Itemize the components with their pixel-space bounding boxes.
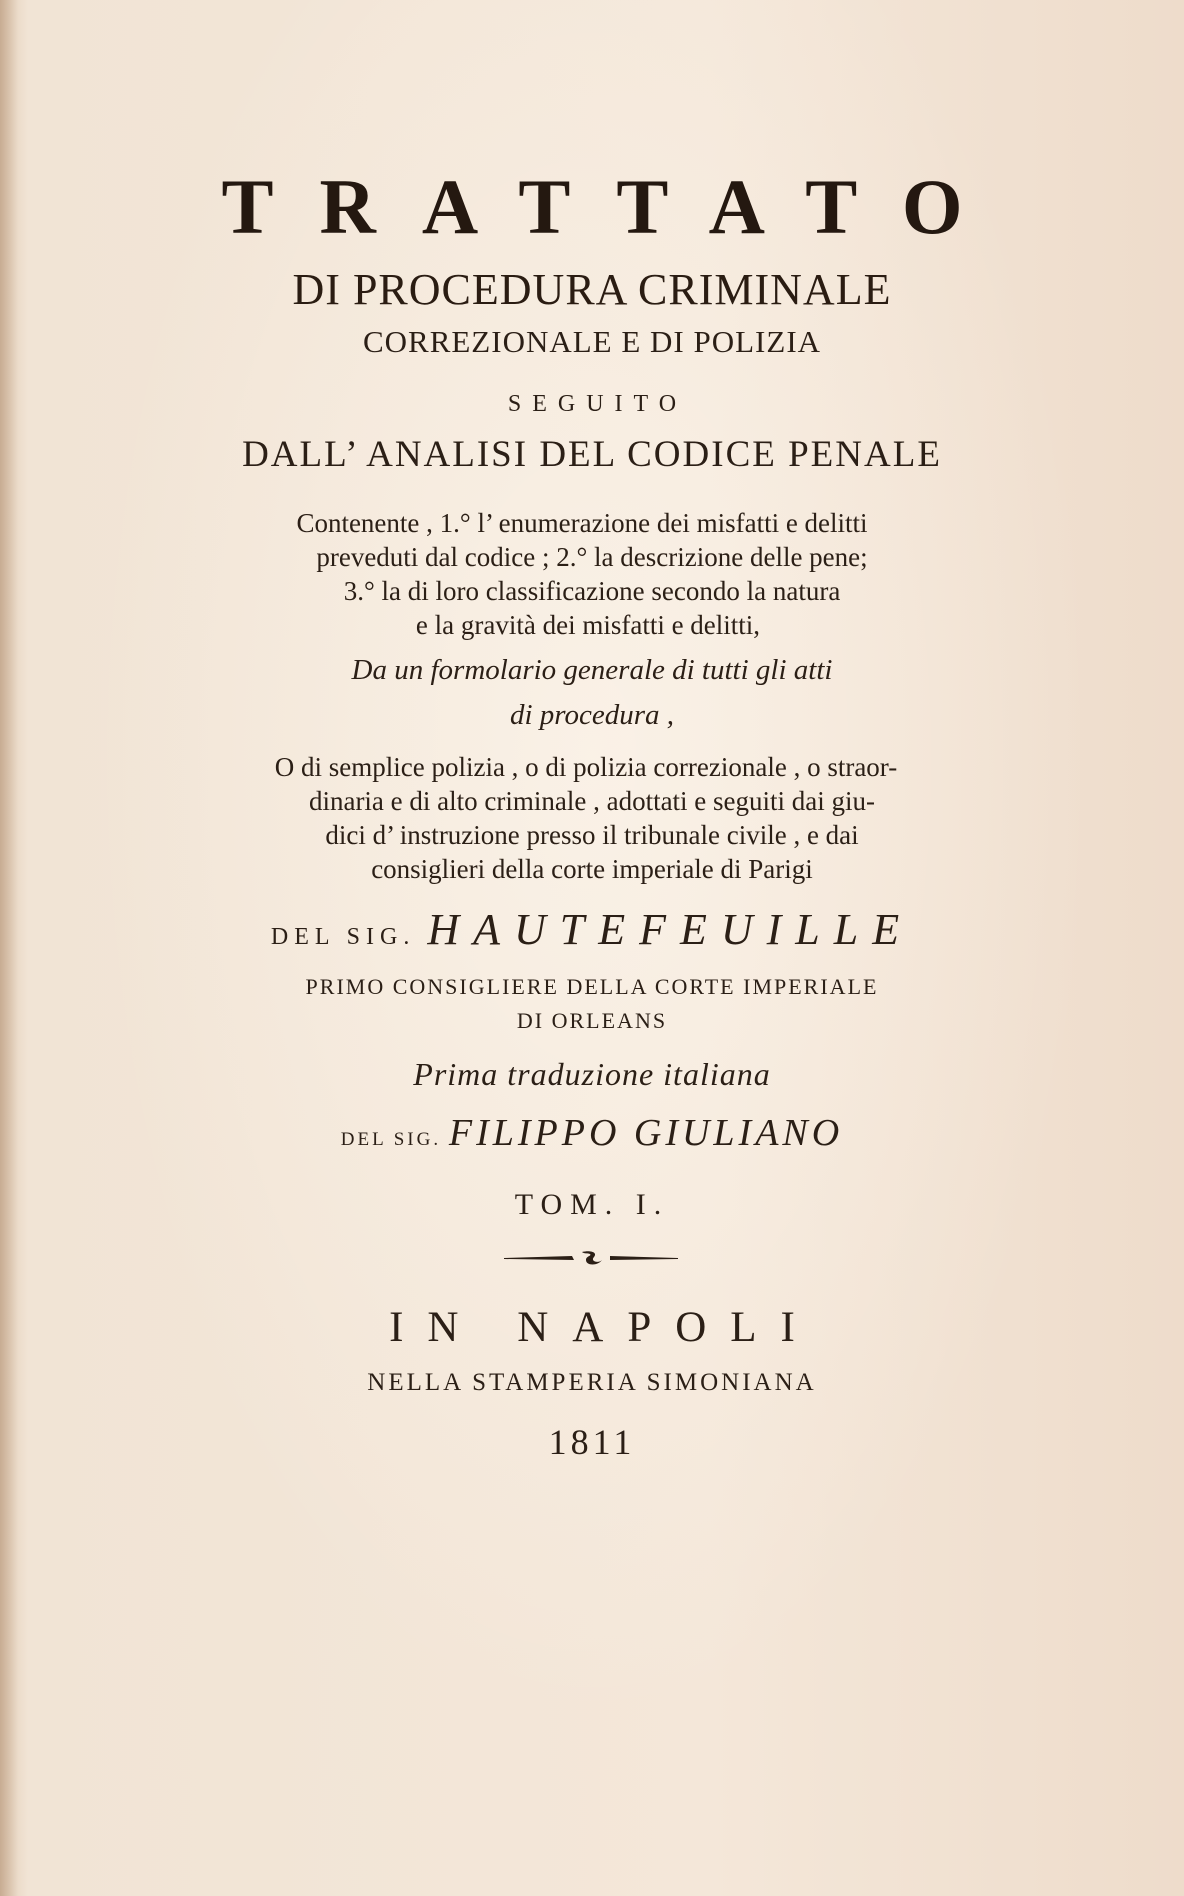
author-prefix: DEL SIG. bbox=[270, 924, 416, 950]
author-role-line-2: DI ORLEANS bbox=[516, 1008, 668, 1033]
publication-year: 1811 bbox=[548, 1422, 636, 1462]
printer-name: NELLA STAMPERIA SIMONIANA bbox=[367, 1369, 817, 1396]
translation-note: Prima traduzione italiana bbox=[413, 1056, 771, 1092]
police-line-2: dinaria e di alto criminale , adottati e seguiti dai giu- bbox=[308, 786, 876, 816]
translator-line bbox=[0, 1114, 1184, 1152]
contents-line-3: 3.° la di loro classificazione secondo la natura bbox=[343, 576, 841, 606]
police-line-3: dici d’ instruzione presso il tribunale civile , e dai bbox=[325, 820, 859, 850]
place-of-publication: IN NAPOLI bbox=[389, 1304, 819, 1351]
book-title: TRATTATO bbox=[221, 163, 1009, 250]
analisi-heading: DALL’ ANALISI DEL CODICE PENALE bbox=[242, 434, 942, 475]
fleuron-ornament-icon bbox=[502, 1248, 682, 1268]
contents-line-2: preveduti dal codice ; 2.° la descrizione delle pene; bbox=[316, 542, 868, 572]
author-role-line-1: PRIMO CONSIGLIERE DELLA CORTE IMPERIALE bbox=[305, 974, 879, 999]
seguito-label: SEGUITO bbox=[507, 391, 688, 417]
police-line-4: consiglieri della corte imperiale di Parigi bbox=[371, 854, 813, 884]
contents-line-1: Contenente , 1.° l’ enumerazione dei misfatti e delitti bbox=[296, 508, 868, 538]
translator-prefix: DEL SIG. bbox=[340, 1129, 442, 1150]
subtitle-line-2: CORREZIONALE E DI POLIZIA bbox=[362, 324, 822, 359]
author-name: HAUTEFEUILLE bbox=[427, 905, 914, 954]
contents-line-4: e la gravità dei misfatti e delitti, bbox=[415, 610, 761, 640]
police-line-1: O di semplice polizia , o di polizia correzionale , o straor- bbox=[274, 752, 898, 782]
formulary-description bbox=[0, 648, 1184, 738]
formulary-line-2: di procedura , bbox=[509, 699, 675, 731]
contents-description bbox=[0, 506, 1184, 642]
police-description bbox=[0, 750, 1184, 886]
formulary-line-1: Da un formolario generale di tutti gli atti bbox=[351, 654, 833, 686]
volume-label: TOM. I. bbox=[514, 1188, 670, 1221]
subtitle-line-1: DI PROCEDURA CRIMINALE bbox=[292, 265, 892, 314]
author-line bbox=[0, 905, 1184, 954]
translator-name: FILIPPO GIULIANO bbox=[448, 1112, 844, 1154]
